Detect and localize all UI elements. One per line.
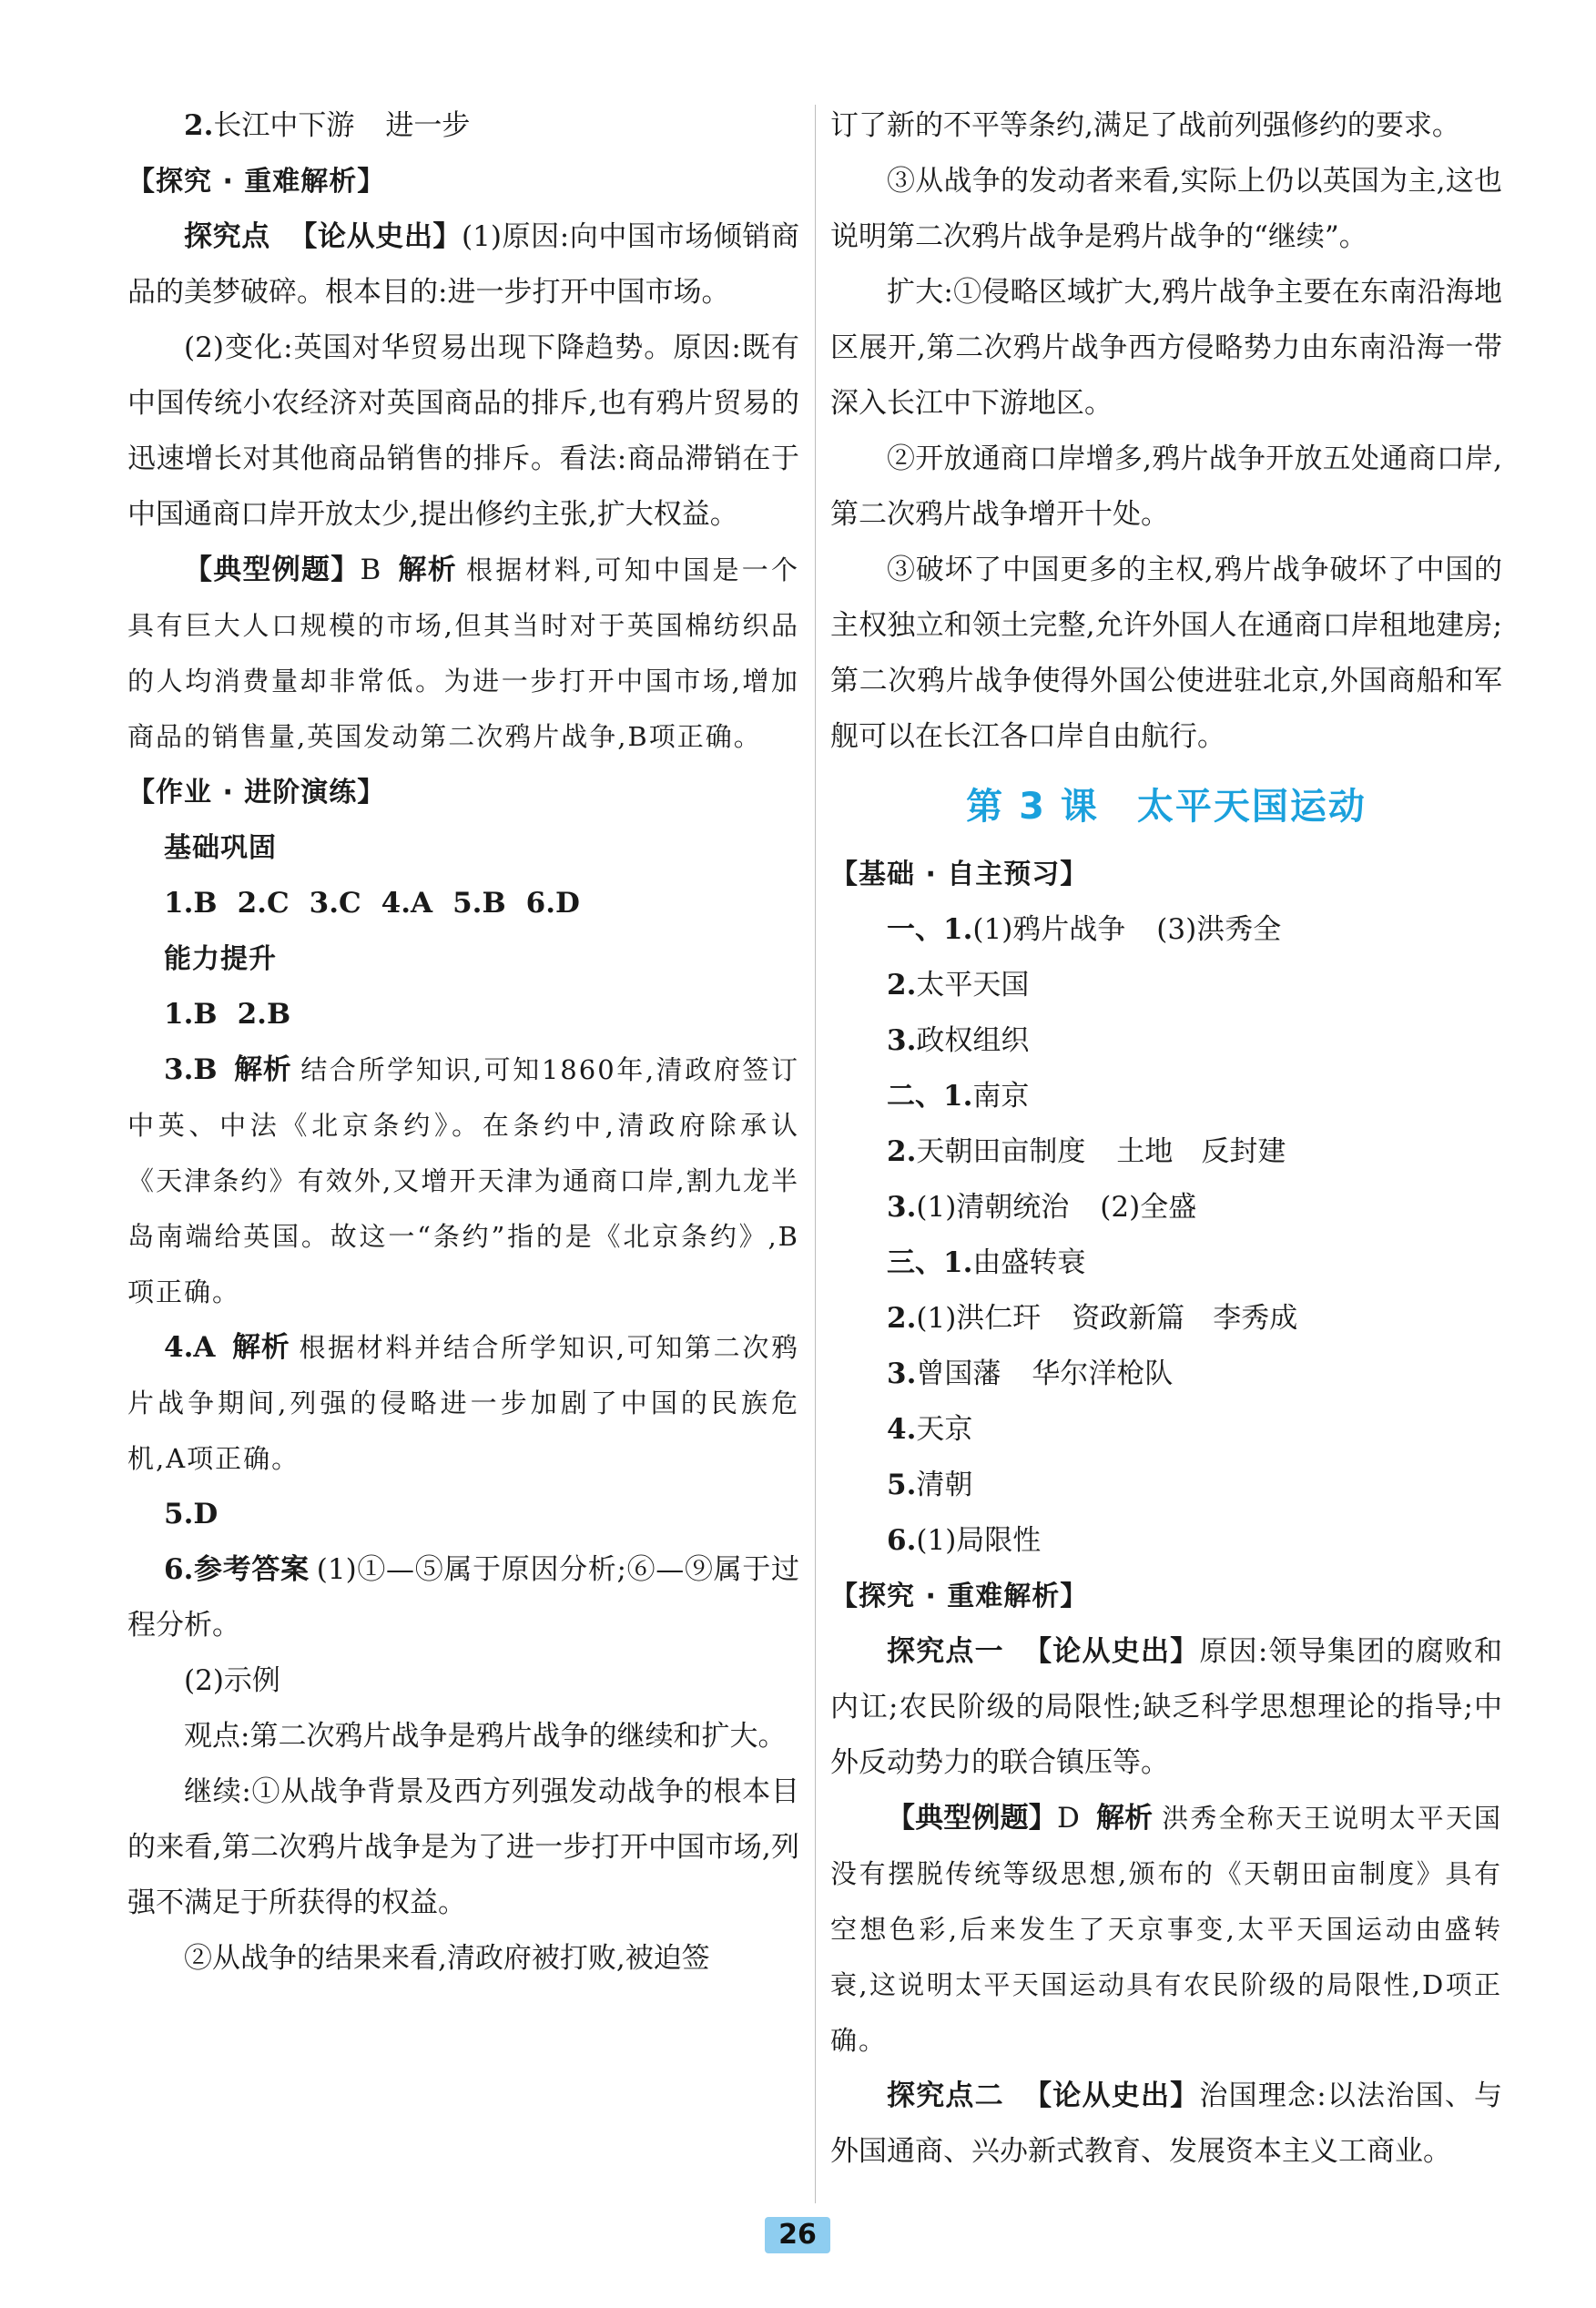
keyword-label: 探究点二 xyxy=(887,2079,1004,2112)
paragraph-text: (1)①—⑤属于原因分析;⑥—⑨属于过程分析。 xyxy=(127,1553,800,1642)
keyword-label: 解析 xyxy=(1095,1802,1154,1835)
paragraph: 观点:第二次鸦片战争是鸦片战争的继续和扩大。 xyxy=(184,1720,787,1753)
answer-text: 由盛转衰 xyxy=(972,1246,1086,1279)
item-number: 2. xyxy=(184,109,214,142)
answer-item: 1.B xyxy=(164,998,218,1031)
answer-text: (1)局限性 xyxy=(916,1524,1042,1557)
answer-text: 南京 xyxy=(972,1080,1030,1113)
keyword-label: 【典型例题】 xyxy=(887,1802,1057,1835)
answer-text: 进一步 xyxy=(385,109,471,142)
answer-line xyxy=(830,1513,1502,1569)
subheading: 能力提升 xyxy=(164,943,277,975)
column-divider xyxy=(815,105,816,2203)
paragraph xyxy=(127,1542,799,1653)
paragraph xyxy=(127,1042,799,1320)
item-number: 2. xyxy=(887,1135,917,1168)
paragraph: 继续:①从战争背景及西方列强发动战争的根本目的来看,第二次鸦片战争是为了进一步打开中国市场,列强不满足于所获得的权益。 xyxy=(127,1775,799,1919)
answer-text: (1)清朝统治 xyxy=(916,1191,1070,1224)
answer-line xyxy=(830,1402,1502,1458)
answer-text: 太平天国 xyxy=(916,969,1030,1001)
keyword-label: 探究点一 xyxy=(887,1635,1004,1668)
answer-line xyxy=(830,1180,1502,1235)
answer-item: 3.C xyxy=(309,887,361,920)
keyword-label: 【典型例题】 xyxy=(184,554,361,586)
subheading: 基础巩固 xyxy=(164,832,277,864)
paragraph xyxy=(127,543,799,765)
page-number: 26 xyxy=(765,2217,830,2253)
answer-line xyxy=(830,1124,1502,1180)
paragraph xyxy=(127,209,799,320)
paragraph-text: 治国理念:以法治国、与外国通商、兴办新式教育、发展资本主义工商业。 xyxy=(830,2079,1502,2168)
paragraph: ③破坏了中国更多的主权,鸦片战争破坏了中国的主权独立和领土完整,允许外国人在通商口岸租地建房;第二次鸦片战争使得外国公使进驻北京,外国商船和军舰可以在长江各口岸自由航行。 xyxy=(830,554,1502,753)
answer-text: 华尔洋枪队 xyxy=(1032,1357,1174,1390)
section-heading: 【基础 · 自主预习】 xyxy=(830,859,1089,890)
keyword-label: 参考答案 xyxy=(193,1553,310,1586)
item-number: 3.B xyxy=(164,1053,218,1086)
paragraph xyxy=(127,1320,799,1487)
answer-item: 1.B xyxy=(164,887,218,920)
answer-line: 5.D xyxy=(164,1498,219,1530)
answer-text: 清朝 xyxy=(916,1469,973,1501)
paragraph: ③从战争的发动者来看,实际上仍以英国为主,这也说明第二次鸦片战争是鸦片战争的“继续”。 xyxy=(830,165,1502,253)
answer-list xyxy=(127,987,799,1042)
answer-text: 政权组织 xyxy=(916,1024,1030,1057)
item-number: 一、1. xyxy=(887,913,973,946)
paragraph-text: 洪秀全称天王说明太平天国没有摆脱传统等级思想,颁布的《天朝田亩制度》具有空想色彩,后来发生了天京事变,太平天国运动由盛转衰,这说明太平天国运动具有农民阶级的局限性,D项正确。 xyxy=(830,1803,1502,2056)
answer-line xyxy=(830,1291,1502,1347)
item-number: 6. xyxy=(887,1524,917,1557)
keyword-label: 解析 xyxy=(231,1331,290,1364)
section-heading: 【作业 · 进阶演练】 xyxy=(127,777,386,808)
answer-line xyxy=(127,98,799,154)
paragraph xyxy=(830,1624,1502,1791)
paragraph-text: 原因:领导集团的腐败和内讧;农民阶级的局限性;缺乏科学思想理论的指导;中外反动势力的联合镇压等。 xyxy=(830,1635,1502,1779)
answer-text: (1)鸦片战争 xyxy=(972,913,1126,946)
answer-letter: D xyxy=(1056,1802,1080,1835)
answer-item: 6.D xyxy=(525,887,580,920)
keyword-label: 【论从史出】 xyxy=(288,220,463,253)
keyword-label: 解析 xyxy=(397,554,458,586)
keyword-label: 解析 xyxy=(233,1053,292,1086)
paragraph: (2)示例 xyxy=(184,1664,280,1697)
item-number: 5. xyxy=(887,1469,917,1501)
item-number: 2. xyxy=(887,969,917,1001)
answer-item: 2.B xyxy=(237,998,291,1031)
answer-line xyxy=(830,1235,1502,1291)
answer-list xyxy=(127,876,799,931)
paragraph-text: 根据材料,可知中国是一个具有巨大人口规模的市场,但其当时对于英国棉纺织品的人均消费量却非常低。为进一步打开中国市场,增加商品的销售量,英国发动第二次鸦片战争,B项正确。 xyxy=(127,554,799,752)
paragraph: 订了新的不平等条约,满足了战前列强修约的要求。 xyxy=(830,109,1460,142)
item-number: 3. xyxy=(887,1357,917,1390)
answer-letter: B xyxy=(360,554,381,586)
keyword-label: 探究点 xyxy=(184,220,270,253)
paragraph: 扩大:①侵略区域扩大,鸦片战争主要在东南沿海地区展开,第二次鸦片战争西方侵略势力由东南沿海一带深入长江中下游地区。 xyxy=(830,276,1502,420)
answer-text: 天朝田亩制度 xyxy=(916,1135,1086,1168)
paragraph xyxy=(830,2069,1502,2180)
lesson-title: 第 3 课 太平天国运动 xyxy=(966,786,1367,828)
item-number: 二、1. xyxy=(887,1080,973,1113)
answer-line xyxy=(830,1013,1502,1069)
answer-text: (2)全盛 xyxy=(1100,1191,1197,1224)
preview-answers xyxy=(830,902,1502,1569)
answer-line xyxy=(830,1347,1502,1402)
item-number: 3. xyxy=(887,1191,917,1224)
paragraph-text: 结合所学知识,可知1860年,清政府签订中英、中法《北京条约》。在条约中,清政府除承认《天津条约》有效外,又增开天津为通商口岸,割九龙半岛南端给英国。故这一“条约”指的是《北京条约》,B项正确。 xyxy=(127,1054,799,1307)
item-number: 三、1. xyxy=(887,1246,973,1279)
item-number: 4.A xyxy=(164,1331,216,1364)
answer-line xyxy=(830,902,1502,958)
answer-text: 曾国藩 xyxy=(916,1357,1001,1390)
keyword-label: 【论从史出】 xyxy=(1022,1635,1200,1668)
answer-line xyxy=(830,1458,1502,1513)
keyword-label: 【论从史出】 xyxy=(1022,2079,1200,2112)
right-column xyxy=(830,98,1502,2180)
item-number: 3. xyxy=(887,1024,917,1057)
answer-line xyxy=(830,1069,1502,1124)
paragraph xyxy=(830,1791,1502,2069)
section-heading: 【探究 · 重难解析】 xyxy=(127,166,386,198)
answer-item: 5.B xyxy=(452,887,506,920)
answer-text: 天京 xyxy=(916,1413,973,1446)
item-number: 2. xyxy=(887,1302,917,1335)
left-column xyxy=(127,98,799,1987)
answer-text: 资政新篇 李秀成 xyxy=(1072,1302,1298,1335)
answer-item: 4.A xyxy=(381,887,433,920)
paragraph-text: 根据材料并结合所学知识,可知第二次鸦片战争期间,列强的侵略进一步加剧了中国的民族危机,A项正确。 xyxy=(127,1332,799,1474)
answer-text: 长江中下游 xyxy=(213,109,355,142)
section-heading: 【探究 · 重难解析】 xyxy=(830,1581,1089,1612)
answer-text: (1)洪仁玕 xyxy=(916,1302,1042,1335)
item-number: 6. xyxy=(164,1553,194,1586)
answer-line xyxy=(830,958,1502,1013)
paragraph: (2)变化:英国对华贸易出现下降趋势。原因:既有中国传统小农经济对英国商品的排斥,也有鸦片贸易的迅速增长对其他商品销售的排斥。看法:商品滞销在于中国通商口岸开放太少,提出修约主张,扩大权益。 xyxy=(127,331,799,531)
paragraph: ②从战争的结果来看,清政府被打败,被迫签 xyxy=(184,1942,710,1975)
answer-text: (3)洪秀全 xyxy=(1156,913,1282,946)
answer-text: 土地 反封建 xyxy=(1116,1135,1286,1168)
paragraph: ②开放通商口岸增多,鸦片战争开放五处通商口岸,第二次鸦片战争增开十处。 xyxy=(830,442,1502,531)
answer-item: 2.C xyxy=(237,887,290,920)
paragraph-text: (1)原因:向中国市场倾销商品的美梦破碎。根本目的:进一步打开中国市场。 xyxy=(127,220,800,309)
item-number: 4. xyxy=(887,1413,917,1446)
